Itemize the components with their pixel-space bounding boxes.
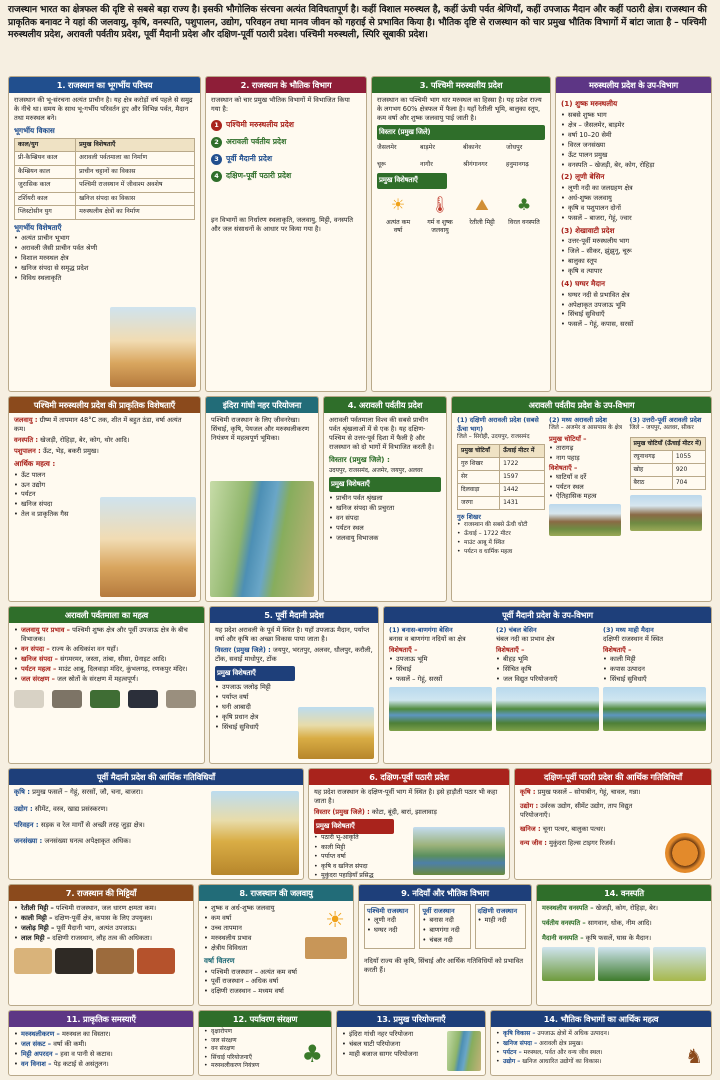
geology-table [14, 138, 195, 220]
box-title: मरुस्थलीय प्रदेश के उप-विभाग [556, 77, 711, 93]
river-group: पूर्वी राजस्थान • बनास नदी • बाणगंगा नदी • चंबल नदी [419, 904, 470, 948]
features-label: विशेषताएँ – [389, 646, 418, 655]
box-title: पश्चिमी मरुस्थलीय प्रदेश की प्राकृतिक विशेषताएँ [9, 397, 200, 413]
list-item: • राजस्थान की सबसे ऊँची चोटी [457, 522, 545, 530]
list-item: • फसलें – गेहूं, कपास, सरसों [561, 320, 706, 329]
plain-text: यह प्रदेश अरावली के पूर्व में स्थित है। यहाँ उपजाऊ मैदान, पर्याप्त वर्षा और कृषि का अच्छा विकास पाया जाता है। [215, 626, 370, 644]
peak-heading: गुरु शिखर [457, 513, 481, 522]
list-item: • पर्याप्त वर्षा [314, 853, 409, 861]
list-item: • कृषि व पशुपालन दोनों [561, 204, 706, 213]
list-item: • अपेक्षाकृत उपजाऊ भूमि [561, 301, 706, 310]
table-header: ऊँचाई मीटर में [500, 444, 545, 457]
list-item: • जलोढ़ मिट्टी – पूर्वी मैदानी भाग, अत्यंत उपजाऊ। [14, 924, 188, 933]
economy-row: कृषि : प्रमुख फसलें – सोयाबीन, गेहूं, चावल, गन्ना। [520, 788, 641, 797]
river-group: पश्चिमी राजस्थान • लूणी नदी • घग्घर नदी [364, 904, 415, 948]
list-item: • जलवायु विभाजक [329, 534, 441, 543]
list-item: • काली मिट्टी – दक्षिण-पूर्वी क्षेत्र, कपास के लिए उपयुक्त। [14, 914, 188, 923]
table-header: प्रमुख चोटियाँ (ऊँचाई मीटर में) [630, 438, 706, 451]
plateau-image [413, 827, 505, 875]
box-title: 11. प्राकृतिक समस्याएँ [9, 1011, 193, 1027]
economy-row: जनसंख्या : जनसंख्या घनत्व अपेक्षाकृत अधिक। [14, 836, 132, 845]
feature-label: अत्यंत कम वर्षा [385, 218, 411, 234]
physical-divisions-box [205, 76, 367, 392]
list-item: • वर्षा 10–20 सेमी [561, 131, 706, 140]
list-item: • इंदिरा गांधी नहर परियोजना [342, 1030, 480, 1039]
rivers-footnote: नदियाँ राज्य की कृषि, सिंचाई और आर्थिक गतिविधियों को प्रभावित करती हैं। [364, 956, 524, 974]
subdivision-heading: (1) दक्षिणी अरावली प्रदेश (सबसे ऊँचा भाग) [457, 416, 539, 434]
section-heading: प्रमुख विशेषताएँ [314, 819, 394, 834]
subdivision-heading: (3) शेखावाटी प्रदेश [561, 225, 615, 235]
table-row: कैम्ब्रियन काल प्राचीन चट्टानों का विकास [15, 165, 195, 179]
list-item: • खनिज संपदा [14, 500, 195, 509]
list-item: • पर्यटन स्थल [549, 483, 626, 492]
list-item: • वनस्पति – खेजड़ी, बेर, कोग, रोहिड़ा [561, 161, 706, 170]
list-item: • काली मिट्टी [314, 844, 409, 852]
list-item: • विरल जनसंख्या [561, 141, 706, 150]
list-item: • क्षेत्र – जैसलमेर, बाड़मेर [561, 121, 706, 130]
economy-row: कृषि : प्रमुख फसलें – गेहूं, सरसों, जौ, चना, बाजरा। [14, 788, 143, 797]
division-item: 4 दक्षिण-पूर्वी पठारी प्रदेश [211, 171, 361, 182]
economy-row: वन्य जीव : मुकुंदरा हिल्स टाइगर रिजर्व। [520, 838, 616, 847]
canal-image [210, 481, 314, 597]
division-item: 3 पूर्वी मैदानी प्रदेश [211, 154, 361, 165]
division-item: 2 अरावली पर्वतीय प्रदेश [211, 137, 361, 148]
list-item: • अर्ध-शुष्क जलवायु [561, 194, 706, 203]
list-item: • ऊँचाई – 1722 मीटर [457, 531, 545, 539]
list-item: • उद्योग – खनिज आधारित उद्योगों का विकास। [496, 1058, 656, 1066]
list-item: • घग्घर नदी से प्रभावित क्षेत्र [561, 291, 706, 300]
feature-icons [377, 194, 545, 216]
ig-canal-box [205, 396, 319, 602]
subdivision-heading: (2) लूणी बेसिन [561, 172, 605, 182]
list-item: • घनी आबादी [215, 703, 295, 712]
box-title: 13. प्रमुख परियोजनाएँ [337, 1011, 485, 1027]
subdivision-districts: जिले – सिरोही, उदयपुर, राजसमंद [457, 433, 530, 440]
list-item: • वन विनाश – पेड़ कटाई से असंतुलन। [14, 1060, 188, 1069]
features-label: विशेषताएँ – [603, 646, 632, 655]
box-title: 14. भौतिक विभागों का आर्थिक महत्व [491, 1011, 711, 1027]
subdivision-text: चंबल नदी का प्रभाव क्षेत्र [496, 635, 555, 644]
subdivision-heading: (3) मध्य माही मैदान [603, 626, 654, 635]
intro-text: राजस्थान भारत का क्षेत्रफल की दृष्टि से सबसे बड़ा राज्य है। इसकी भौगोलिक संरचना अत्यंत विविधतापूर्ण है। कहीं विशाल मरुस्थल है, कहीं ऊंची पर्वत श्रेणियाँ, कहीं उपजाऊ मैदान और कहीं पठारी क्षेत्र। राजस्थान की प्राकृतिक बनावट ने यहां की जलवायु, कृषि, वनस्पति, पशुपालन, उद्योग, परिवहन तथा मानव जीवन को गहराई से प्रभावित किया है। भौतिक दृष्टि से राजस्थान को चार प्रमुख भौतिक विभागों में बांटा जाता है – पश्चिमी मरुस्थलीय प्रदेश, अरावली पर्वतीय प्रदेश, पूर्वी मैदानी प्रदेश और दक्षिण-पूर्वी पठारी प्रदेश। पश्चिमी मरुस्थली, स्पिरि सूबाकी प्रदेश। [8, 4, 707, 41]
vegetation-box [536, 884, 712, 1006]
list-item: • लूणी नदी का जलग्रहण क्षेत्र [561, 184, 706, 193]
economy-row: उद्योग : सीमेंट, वस्त्र, खाद्य प्रसंस्करण। [14, 804, 108, 813]
list-item: • ऊँट पालन [14, 471, 195, 480]
list-item: • सबसे शुष्क भाग [561, 111, 706, 120]
tiger-icon [665, 833, 705, 873]
list-item: • सिंचाई सुविधाएँ [603, 675, 706, 684]
list-item: • जल संकट – वर्षा की कमी। [14, 1040, 188, 1049]
list-item: • मुकुंदरा पहाड़ियाँ प्रसिद्ध [314, 872, 409, 880]
list-item: • माही बजाज सागर परियोजना [342, 1050, 480, 1059]
subdivision-text: दक्षिणी राजस्थान में स्थित [603, 635, 664, 644]
list-item: • सिंचाई सुविधाएँ [561, 310, 706, 319]
list-item: • उच्च तापमान [204, 924, 304, 933]
list-item: • सिंचाई सुविधाएँ [215, 723, 295, 732]
subdivision-heading: (2) मध्य अरावली प्रदेश [548, 416, 607, 425]
list-item: • पर्यटन स्थल [329, 524, 441, 533]
section-heading: भूगर्भीय विशेषताएँ [14, 222, 62, 232]
desert-subdivisions-box [555, 76, 712, 392]
tree-icon [598, 947, 651, 981]
wheat-image [211, 791, 299, 875]
table-row: रघुनाथगढ़ 1055 [630, 451, 706, 464]
table-row: दिलवाड़ा 1442 [458, 484, 545, 497]
desert-text: राजस्थान का पश्चिमी भाग थार मरुस्थल का हिस्सा है। यह प्रदेश राज्य के लगभग 60% क्षेत्रफल में फैला है। यहाँ रेतीली भूमि, बालुका स्तूप, कम वर्षा और शुष्क जलवायु पाई जाती है। [377, 96, 542, 123]
plateau-text: यह प्रदेश राजस्थान के दक्षिण-पूर्वी भाग में स्थित है। इसे हाड़ौती पठार भी कहा जाता है। [314, 788, 498, 806]
divisions-footnote: इन विभागों का निर्धारण स्थलाकृति, जलवायु, मिट्टी, वनस्पति और जल संसाधनों के आधार पर किया गया है। [211, 216, 353, 234]
subdivision-districts: जिले – जयपुर, अलवर, सीकर [629, 425, 694, 432]
table-row: खोह 920 [630, 464, 706, 477]
list-item: • जल संरक्षण [204, 1037, 326, 1045]
subdivision-heading: (3) उत्तरी-पूर्वी अरावली प्रदेश [629, 416, 702, 425]
table-row: जरगा 1431 [458, 497, 545, 510]
list-item: • सिंचाई परियोजनाएँ [204, 1054, 326, 1062]
plant-icon: ♣ [516, 194, 532, 214]
box-title: 5. पूर्वी मैदानी प्रदेश [210, 607, 378, 623]
peaks-label: प्रमुख चोटियाँ – [548, 435, 587, 444]
table-row: प्री-कैम्ब्रियन काल अरावली पर्वतमाला का निर्माण [15, 152, 195, 166]
list-item: • उपजाऊ भूमि [389, 655, 492, 664]
box-title: 3. पश्चिमी मरुस्थलीय प्रदेश [372, 77, 550, 93]
list-item: • विशाल मरुस्थल क्षेत्र [14, 254, 109, 263]
section-heading: प्रमुख विशेषताएँ [215, 666, 295, 681]
list-item: • शुष्क व अर्ध-शुष्क जलवायु [204, 904, 304, 913]
list-item: • चंबल घाटी परियोजना [342, 1040, 480, 1049]
list-item: • जल विद्युत परियोजनाएँ [496, 675, 599, 684]
western-desert-box [371, 76, 551, 392]
list-item: • प्राचीन पर्वत श्रृंखला [329, 494, 441, 503]
rivers-box [358, 884, 532, 1006]
plateau-box [308, 768, 510, 880]
thermometer-icon: 🌡 [429, 194, 451, 214]
list-item: • कृषि व त्यापार [561, 267, 706, 276]
box-title: पूर्वी मैदानी प्रदेश के उप-विभाग [384, 607, 711, 623]
table-header: प्रमुख चोटियाँ [458, 444, 500, 457]
feature-label: विरल वनस्पति [508, 218, 540, 226]
feature-row: पशुपालन : ऊँट, भेड़, बकरी प्रमुख। [14, 447, 99, 456]
features-label: विशेषताएँ – [548, 463, 578, 472]
list-item: • नाग पहाड़ [549, 454, 626, 463]
list-item: • सिंचाई [389, 665, 492, 674]
feature-row: जलवायु : ग्रीष्म में तापमान 48°C तक, शीत में बहुत ठंडा, वर्षा अत्यंत कम। [14, 416, 182, 434]
vegetation-row: पर्वतीय वनस्पति – सागवान, धोक, नीम आदि। [542, 919, 652, 928]
list-item: • बीहड़ भूमि [496, 655, 599, 664]
list-item: • जल संरक्षण – जल स्रोतों के संरक्षण में महत्वपूर्ण। [14, 675, 199, 684]
hills-image [549, 504, 621, 536]
river-group: दक्षिणी राजस्थान • माही नदी [475, 904, 526, 948]
list-item: • पठारी भू-आकृति [314, 834, 409, 842]
section-heading: विस्तार (प्रमुख जिले) [377, 125, 545, 140]
box-title: 4. अरावली पर्वतीय प्रदेश [324, 397, 446, 413]
section-heading: वर्षा वितरण [204, 955, 235, 965]
list-item: • काली मिट्टी [603, 655, 706, 664]
list-item: • कपास उत्पादन [603, 665, 706, 674]
list-item: • मरुस्थलीय प्रभाव [204, 934, 304, 943]
cracked-earth-image [305, 937, 347, 959]
list-item: • मरुस्थलीकरण नियंत्रण [204, 1062, 326, 1070]
rock-landscape-image [110, 307, 196, 387]
list-item: • पर्याप्त वर्षा [215, 693, 295, 702]
soil-samples [14, 948, 188, 977]
list-item: • तेल व प्राकृतिक गैस [14, 510, 195, 519]
table-row: टर्शियरी काल खनिज संपदा का विकास [15, 192, 195, 206]
box-title: पूर्वी मैदानी प्रदेश की आर्थिक गतिविधियाँ [9, 769, 303, 785]
list-item: • पर्यटन व धार्मिक महत्व [457, 549, 545, 557]
list-item: • दक्षिणी राजस्थान – मध्यम वर्षा [204, 987, 348, 996]
list-item: • ऐतिहासिक महत्व [549, 492, 626, 501]
section-heading: प्रमुख विशेषताएँ [377, 173, 447, 188]
list-item: • मिट्टी अपरदन – हवा व पानी से कटाव। [14, 1050, 188, 1059]
geology-intro-box [8, 76, 201, 392]
list-item: • अत्यंत प्राचीन भूभाग [14, 234, 109, 243]
river-image [603, 687, 706, 731]
list-item: • क्षेत्रीय विविधता [204, 944, 304, 953]
box-title: इंदिरा गांधी नहर परियोजना [206, 397, 318, 413]
list-item: • अरावली जैसी प्राचीन पर्वत श्रेणी [14, 244, 109, 253]
subdivision-text: बनास व बाणगंगा नदियों का क्षेत्र [389, 635, 466, 644]
subdivision-heading: (1) शुष्क मरुस्थलीय [561, 99, 618, 109]
list-item: • खनिज संपदा – संगमरमर, जस्ता, तांबा, सीसा, ग्रेनाइट आदि। [14, 655, 199, 664]
list-item: • तारागढ़ [549, 444, 626, 453]
list-item: • कृषि व खनिज संपदा [314, 863, 409, 871]
river-image [389, 687, 492, 731]
feature-label: रेतीली मिट्टी [469, 218, 495, 226]
canal-text: पश्चिमी राजस्थान के लिए जीवनरेखा। सिंचाई, कृषि, पेयजल और मरुस्थलीकरण नियंत्रण में महत्वपूर्ण भूमिका। [211, 416, 310, 443]
conservation-box [198, 1010, 332, 1076]
aravalli-subdivisions-box [451, 396, 712, 602]
soils-box [8, 884, 194, 1006]
sun-icon: ☀ [325, 908, 345, 933]
list-item: • पर्यटन महत्व – माउंट आबू, दिलवाड़ा मंदिर, कुंभलगढ़, रणकपुर मंदिर। [14, 665, 199, 674]
list-item: • पूर्वी राजस्थान – अधिक वर्षा [204, 977, 348, 986]
section-heading: आर्थिक महत्व : [14, 458, 56, 468]
list-item: • ऊन उद्योग [14, 481, 195, 490]
box-title: अरावली पर्वतमाला का महत्व [9, 607, 204, 623]
list-item: • मरुस्थलीकरण – मरुस्थल का विस्तार। [14, 1030, 188, 1039]
aravalli-districts: उदयपुर, राजसमंद, अजमेर, जयपुर, अलवर [329, 466, 423, 474]
list-item: • पश्चिमी राजस्थान – अत्यंत कम वर्षा [204, 968, 348, 977]
mineral-images [14, 690, 199, 708]
peaks-table [457, 444, 545, 510]
section-heading: भूगर्भीय विकास [14, 126, 55, 136]
list-item: • पर्यटन [14, 490, 195, 499]
box-title: 14. वनस्पति [537, 885, 711, 901]
list-item: • लाल मिट्टी – दक्षिणी राजस्थान, लौह तत्व की अधिकता। [14, 934, 188, 943]
section-heading: प्रमुख विशेषताएँ [329, 477, 441, 492]
eastern-plain-box [209, 606, 379, 764]
list-item: • उपजाऊ जलोढ़ मिट्टी [215, 683, 295, 692]
farm-field-image [298, 707, 374, 759]
box-title: 8. राजस्थान की जलवायु [199, 885, 353, 901]
list-item: • जलवायु पर प्रभाव – पश्चिमी शुष्क क्षेत्र और पूर्वी उपजाऊ क्षेत्र के बीच विभाजक। [14, 626, 199, 644]
table-row: बैराठ 704 [630, 477, 706, 490]
section-heading: विस्तार (प्रमुख जिले) : [329, 454, 390, 464]
subdivision-districts: जिले – अजमेर व आसपास के क्षेत्र [548, 425, 622, 432]
list-item: • सिंचित कृषि [496, 665, 599, 674]
box-title: 7. राजस्थान की मिट्टियाँ [9, 885, 193, 901]
subdivision-heading: (1) बनास-बाणगंगा बेसिन [389, 626, 453, 635]
box-title: 1. राजस्थान का भूगर्भीय परिचय [9, 77, 200, 93]
table-header: प्रमुख विशेषताएँ [76, 138, 195, 152]
tree-icon [653, 947, 706, 981]
feature-label: गर्म व शुष्क जलवायु [427, 218, 453, 234]
sand-dune-icon: ⛰ [475, 194, 489, 214]
desert-tree-image [100, 497, 196, 597]
dam-image [447, 1031, 481, 1071]
ne-peaks-table [630, 437, 707, 490]
list-item: • वृक्षारोपण [204, 1028, 326, 1036]
table-row: प्लिस्टोसीन युग मरुस्थलीय क्षेत्रों का निर्माण [15, 206, 195, 220]
list-item: • कृषि विकास – उपजाऊ क्षेत्रों में अधिक उत्पादन। [496, 1030, 656, 1038]
box-title: अरावली पर्वतीय प्रदेश के उप-विभाग [452, 397, 711, 413]
list-item: • घाटियाँ व दर्रे [549, 473, 626, 482]
list-item: • कम वर्षा [204, 914, 304, 923]
list-item: • माउंट आबू में स्थित [457, 540, 545, 548]
economic-importance-box [490, 1010, 712, 1076]
list-item: • रेतीली मिट्टी – पश्चिमी राजस्थान, जल धारण क्षमता कम। [14, 904, 188, 913]
list-item: • खनिज संपदा से समृद्ध प्रदेश [14, 264, 109, 273]
desert-features-box [8, 396, 201, 602]
box-title: 6. दक्षिण-पूर्वी पठारी प्रदेश [309, 769, 509, 785]
box-title: 12. पर्यावरण संरक्षण [199, 1011, 331, 1027]
plateau-districts: विस्तार (प्रमुख जिले) : कोटा, बूंदी, बारां, झालावाड़ [314, 808, 437, 817]
vegetation-row: मैदानी वनस्पति – कृषि फसलें, घास के मैदान। [542, 934, 652, 943]
list-item: • बालुका स्तूप [561, 257, 706, 266]
river-image [496, 687, 599, 731]
box-title: दक्षिण-पूर्वी पठारी प्रदेश की आर्थिक गतिविधियाँ [515, 769, 711, 785]
climate-box [198, 884, 354, 1006]
list-item: • पर्यटन – मरुस्थल, पर्वत और वन्य जीव स्थल। [496, 1049, 656, 1057]
table-row: सेर 1597 [458, 471, 545, 484]
problems-box [8, 1010, 194, 1076]
table-header: काल/युग [15, 138, 76, 152]
aravalli-box [323, 396, 447, 602]
divisions-text: राजस्थान को चार प्रमुख भौतिक विभागों में विभाजित किया गया है: [211, 96, 350, 114]
tree-icon: ♣ [301, 1040, 323, 1068]
list-item: • विविध स्थलाकृति [14, 274, 109, 283]
district-list: जैसलमेर चूरू बाड़मेर नागौर बीकानेर श्रीगंगानगर जोधपुर हनुमानगढ़ [377, 144, 529, 168]
list-item: • उत्तर-पूर्वी मरुस्थलीय भाग [561, 237, 706, 246]
list-item: • खनिज संपदा की प्रचुरता [329, 504, 441, 513]
list-item: • फसलें – बाजरा, गेहूं, ज्वार [561, 214, 706, 223]
list-item: • कृषि प्रधान क्षेत्र [215, 713, 295, 722]
aravalli-importance-box [8, 606, 205, 764]
tree-icon [542, 947, 595, 981]
box-title: 9. नदियाँ और भौतिक विभाग [359, 885, 531, 901]
vegetation-row: मरुस्थलीय वनस्पति – खेजड़ी, कोग, रोहिड़ा, बेर। [542, 904, 659, 913]
list-item: • फसलें – गेहूं, सरसों [389, 675, 492, 684]
economy-row: परिवहन : सड़क व रेल मार्गों से अच्छी तरह जुड़ा क्षेत्र। [14, 820, 145, 829]
aravalli-text: अरावली पर्वतमाला विश्व की सबसे प्राचीन पर्वत श्रृंखलाओं में से एक है। यह दक्षिण-पश्चिम से उत्तर-पूर्व दिशा में फैली है और राजस्थान को दो भागों में विभाजित करती है। [329, 416, 434, 452]
camel-icon: ♞ [685, 1044, 703, 1068]
list-item: • खनिज संपदा – अरावली क्षेत्र प्रमुख। [496, 1040, 656, 1048]
economy-row: खनिज : चूना पत्थर, बालुका पत्थर। [520, 825, 606, 834]
sun-icon: ☀ [390, 194, 406, 214]
plain-subdivisions-box [383, 606, 712, 764]
plain-economy-box [8, 768, 304, 880]
plain-districts: विस्तार (प्रमुख जिले) : जयपुर, भरतपुर, अलवर, धौलपुर, करौली, टोंक, सवाई माधोपुर, टोंक [215, 646, 373, 664]
geology-text: राजस्थान की भू-संरचना अत्यंत प्राचीन है। यह क्षेत्र करोड़ों वर्ष पहले से समुद्र के नीचे था। समय के साथ भू-गर्भीय परिवर्तन हुए और विभिन्न पर्वत, मैदान तथा मरुस्थल बने। [14, 96, 193, 123]
table-row: जुरासिक काल पश्चिमी राजस्थान में जीवाश्म अवशेष [15, 179, 195, 193]
hills-image [630, 495, 702, 531]
list-item: • वन संरक्षण [204, 1045, 326, 1053]
list-item: • ऊँट पालन प्रमुख [561, 151, 706, 160]
subdivision-heading: (2) चंबल बेसिन [496, 626, 537, 635]
projects-box [336, 1010, 486, 1076]
subdivision-heading: (4) घग्घर मैदान [561, 278, 605, 288]
list-item: • जिले – सीकर, झुंझुनू, चूरू [561, 247, 706, 256]
plateau-economy-box [514, 768, 712, 880]
features-label: विशेषताएँ – [496, 646, 525, 655]
division-item: 1 पश्चिमी मरुस्थलीय प्रदेश [211, 120, 361, 131]
list-item: • वन संपदा – राज्य के अधिकांश वन यहाँ। [14, 645, 199, 654]
economy-row: उद्योग : उर्वरक उद्योग, सीमेंट उद्योग, ताप विद्युत परियोजनाएँ। [520, 802, 633, 820]
feature-row: वनस्पति : खेजड़ी, रोहिड़ा, बेर, कोग, थोर आदि। [14, 436, 130, 445]
list-item: • वन संपदा [329, 514, 441, 523]
table-row: गुरु शिखर 1722 [458, 457, 545, 470]
vegetation-images [542, 947, 706, 981]
box-title: 2. राजस्थान के भौतिक विभाग [206, 77, 366, 93]
